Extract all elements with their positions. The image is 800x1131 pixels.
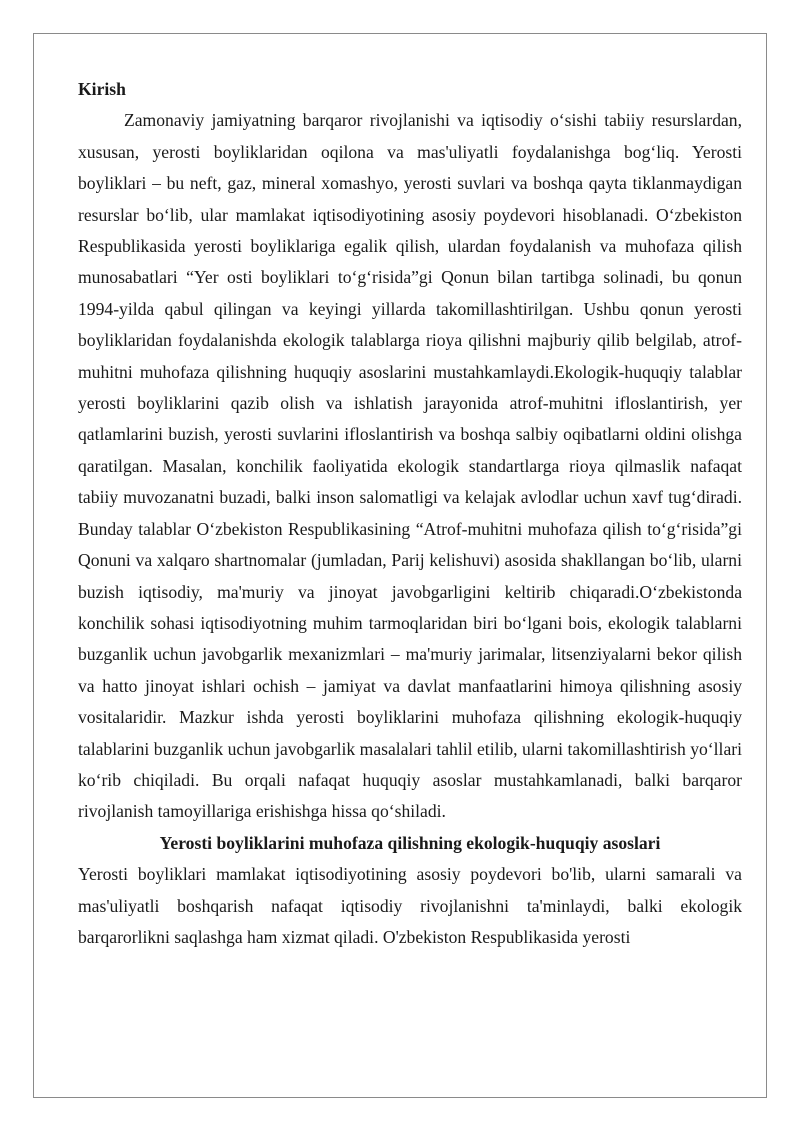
document-body xyxy=(78,74,742,953)
intro-paragraph: Zamonaviy jamiyatning barqaror rivojlanishi va iqtisodiy o‘sishi tabiiy resurslardan, xususan, yerosti boyliklaridan oqilona va mas'uliyatli foydalanishga bog‘liq. Yerosti boyliklari – bu neft, gaz, mineral xomashyo, yerosti suvlari va boshqa qayta tiklanmaydigan resurslar bo‘lib, ular mamlakat iqtisodiyotining asosiy poydevori hisoblanadi. O‘zbekiston Respublikasida yerosti boyliklariga egalik qilish, ulardan foydalanish va muhofaza qilish munosabatlari “Yer osti boyliklari to‘g‘risida”gi Qonun bilan tartibga solinadi, bu qonun 1994-yilda qabul qilingan va keyingi yillarda takomillashtirilgan. Ushbu qonun yerosti boyliklaridan foydalanishda ekologik talablarga rioya qilishni majburiy qilib belgilab, atrof-muhitni muhofaza qilishning huquqiy asoslarini mustahkamlaydi.Ekologik-huquqiy talablar yerosti boyliklarini qazib olish va ishlatish jarayonida atrof-muhitni ifloslantirish, yer qatlamlarini buzish, yerosti suvlarini ifloslantirish va boshqa salbiy oqibatlarni oldini olishga qaratilgan. Masalan, konchilik faoliyatida ekologik standartlarga rioya qilmaslik nafaqat tabiiy muvozanatni buzadi, balki inson salomatligi va kelajak avlodlar uchun xavf tug‘diradi. Bunday talablar O‘zbekiston Respublikasining “Atrof-muhitni muhofaza qilish to‘g‘risida”gi Qonuni va xalqaro shartnomalar (jumladan, Parij kelishuvi) asosida shakllangan bo‘lib, ularni buzish iqtisodiy, ma'muriy va jinoyat javobgarligini keltirib chiqaradi.O‘zbekistonda konchilik sohasi iqtisodiyotning muhim tarmoqlaridan biri bo‘lgani bois, ekologik talablarni buzganlik uchun javobgarlik mexanizmlari – ma'muriy jarimalar, litsenziyalarni bekor qilish va hatto jinoyat ishlari ochish – jamiyat va davlat manfaatlarini himoya qilishning asosiy vositalaridir. Mazkur ishda yerosti boyliklarini muhofaza qilishning ekologik-huquqiy talablarini buzganlik uchun javobgarlik masalalari tahlil etilib, ularni takomillashtirish yo‘llari ko‘rib chiqiladi. Bu orqali nafaqat huquqiy asoslar mustahkamlanadi, balki barqaror rivojlanish tamoyillariga erishishga hissa qo‘shiladi. xyxy=(78,110,742,822)
section-title: Yerosti boyliklarini muhofaza qilishning ekologik-huquqiy asoslari xyxy=(159,832,661,853)
intro-heading: Kirish xyxy=(78,79,126,99)
section-paragraph: Yerosti boyliklari mamlakat iqtisodiyotining asosiy poydevori bo'lib, ularni samarali va mas'uliyatli boshqarish nafaqat iqtisodiy rivojlanishni ta'minlaydi, balki ekologik barqarorlikni saqlashga ham xizmat qiladi. O'zbekiston Respublikasida yerosti xyxy=(78,864,742,947)
